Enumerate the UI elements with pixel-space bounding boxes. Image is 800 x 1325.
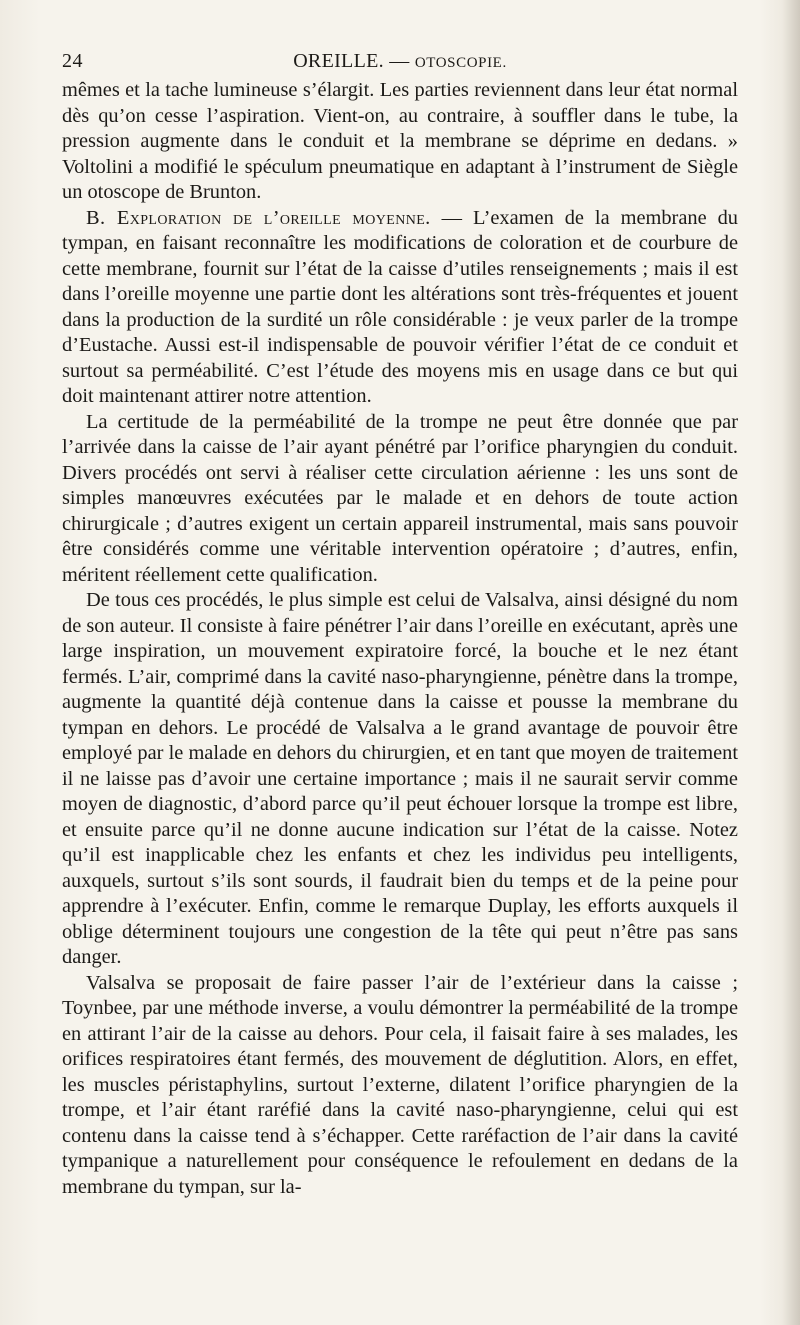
paragraph-2 bbox=[62, 206, 738, 410]
running-title bbox=[62, 50, 738, 73]
running-title-main: OREILLE. — bbox=[293, 50, 410, 72]
page-edge-shadow bbox=[782, 0, 800, 1325]
section-heading: B. Exploration de l’oreille moyenne. bbox=[86, 206, 431, 229]
paragraph-2-body: — L’examen de la membrane du tympan, en faisant reconnaître les modifications de coloration et de courbure de cette membrane, fournit sur l’état de la caisse d’utiles renseignements ; mais il est dans l’oreille moyenne une partie dont les altérations sont très-fréquentes et jouent dans la production de la surdité un rôle considérable : je veux parler de la trompe d’Eustache. Aussi est-il indispensable de pouvoir vérifier l’état de ce conduit et surtout sa perméabilité. C’est l’étude des moyens mis en usage dans ce but qui doit maintenant attirer notre attention. bbox=[62, 206, 738, 407]
page-number: 24 bbox=[62, 50, 83, 72]
paragraph-3: La certitude de la perméabilité de la trompe ne peut être donnée que par l’arrivée dans la caisse de l’air ayant pénétré par l’orifice pharyngien du conduit. Divers procédés ont servi à réaliser cette circulation aérienne : les uns sont de simples manœuvres exécutées par le malade et en dehors de toute action chirurgicale ; d’autres exigent un certain appareil instrumental, mais sans pouvoir être considérés comme une véritable intervention opératoire ; d’autres, enfin, méritent réellement cette qualification. bbox=[62, 410, 738, 586]
paragraph-5: Valsalva se proposait de faire passer l’air de l’extérieur dans la caisse ; Toynbee, par une méthode inverse, a voulu démontrer la perméabilité de la trompe en attirant l’air de la caisse au dehors. Pour cela, il faisait faire à ses malades, les orifices respiratoires étant fermés, des mouvement de déglutition. Alors, en effet, les muscles péristaphylins, surtout l’externe, dilatent l’orifice pharyngien de la trompe, et l’air étant raréfié dans la cavité naso-pharyngienne, celui qui est contenu dans la caisse tend à s’échapper. Cette raréfaction de l’air dans la cavité tympanique a naturellement pour conséquence le refoulement en dedans de la membrane du tympan, sur la- bbox=[62, 971, 738, 1198]
body-text bbox=[62, 78, 738, 1200]
paragraph-4: De tous ces procédés, le plus simple est celui de Valsalva, ainsi désigné du nom de son auteur. Il consiste à faire pénétrer l’air dans l’oreille en exécutant, après une large inspiration, un mouvement expiratoire forcé, la bouche et le nez étant fermés. L’air, comprimé dans la cavité naso-pharyngienne, pénètre dans la trompe, augmente la quantité déjà contenue dans la caisse et pousse la membrane du tympan en dehors. Le procédé de Valsalva a le grand avantage de pouvoir être employé par le malade en dehors du chirurgien, et en tant que moyen de traitement il ne laisse pas d’avoir une certaine importance ; mais il ne saurait servir comme moyen de diagnostic, d’abord parce qu’il peut échouer lorsque la trompe est libre, et ensuite parce qu’il ne donne aucune indication sur l’état de la caisse. Notez qu’il est inapplicable chez les enfants et chez les individus peu intelligents, auxquels, surtout s’ils sont sourds, il faudrait bien du temps et de la peine pour apprendre à l’exécuter. Enfin, comme le remarque Duplay, les efforts auxquels il oblige déterminent toujours une congestion de la tête qui peut n’être pas sans danger. bbox=[62, 589, 738, 968]
paragraph-1: mêmes et la tache lumineuse s’élargit. Les parties reviennent dans leur état normal dès qu’on cesse l’aspiration. Vient-on, au contraire, à souffler dans le tube, la pression augmente dans le conduit et la membrane se déprime en dedans. » Voltolini a modifié le spéculum pneumatique en adaptant à l’instrument de Siègle un otoscope de Brunton. bbox=[62, 79, 738, 203]
running-header bbox=[62, 46, 738, 76]
running-title-sub: OTOSCOPIE. bbox=[414, 55, 507, 71]
